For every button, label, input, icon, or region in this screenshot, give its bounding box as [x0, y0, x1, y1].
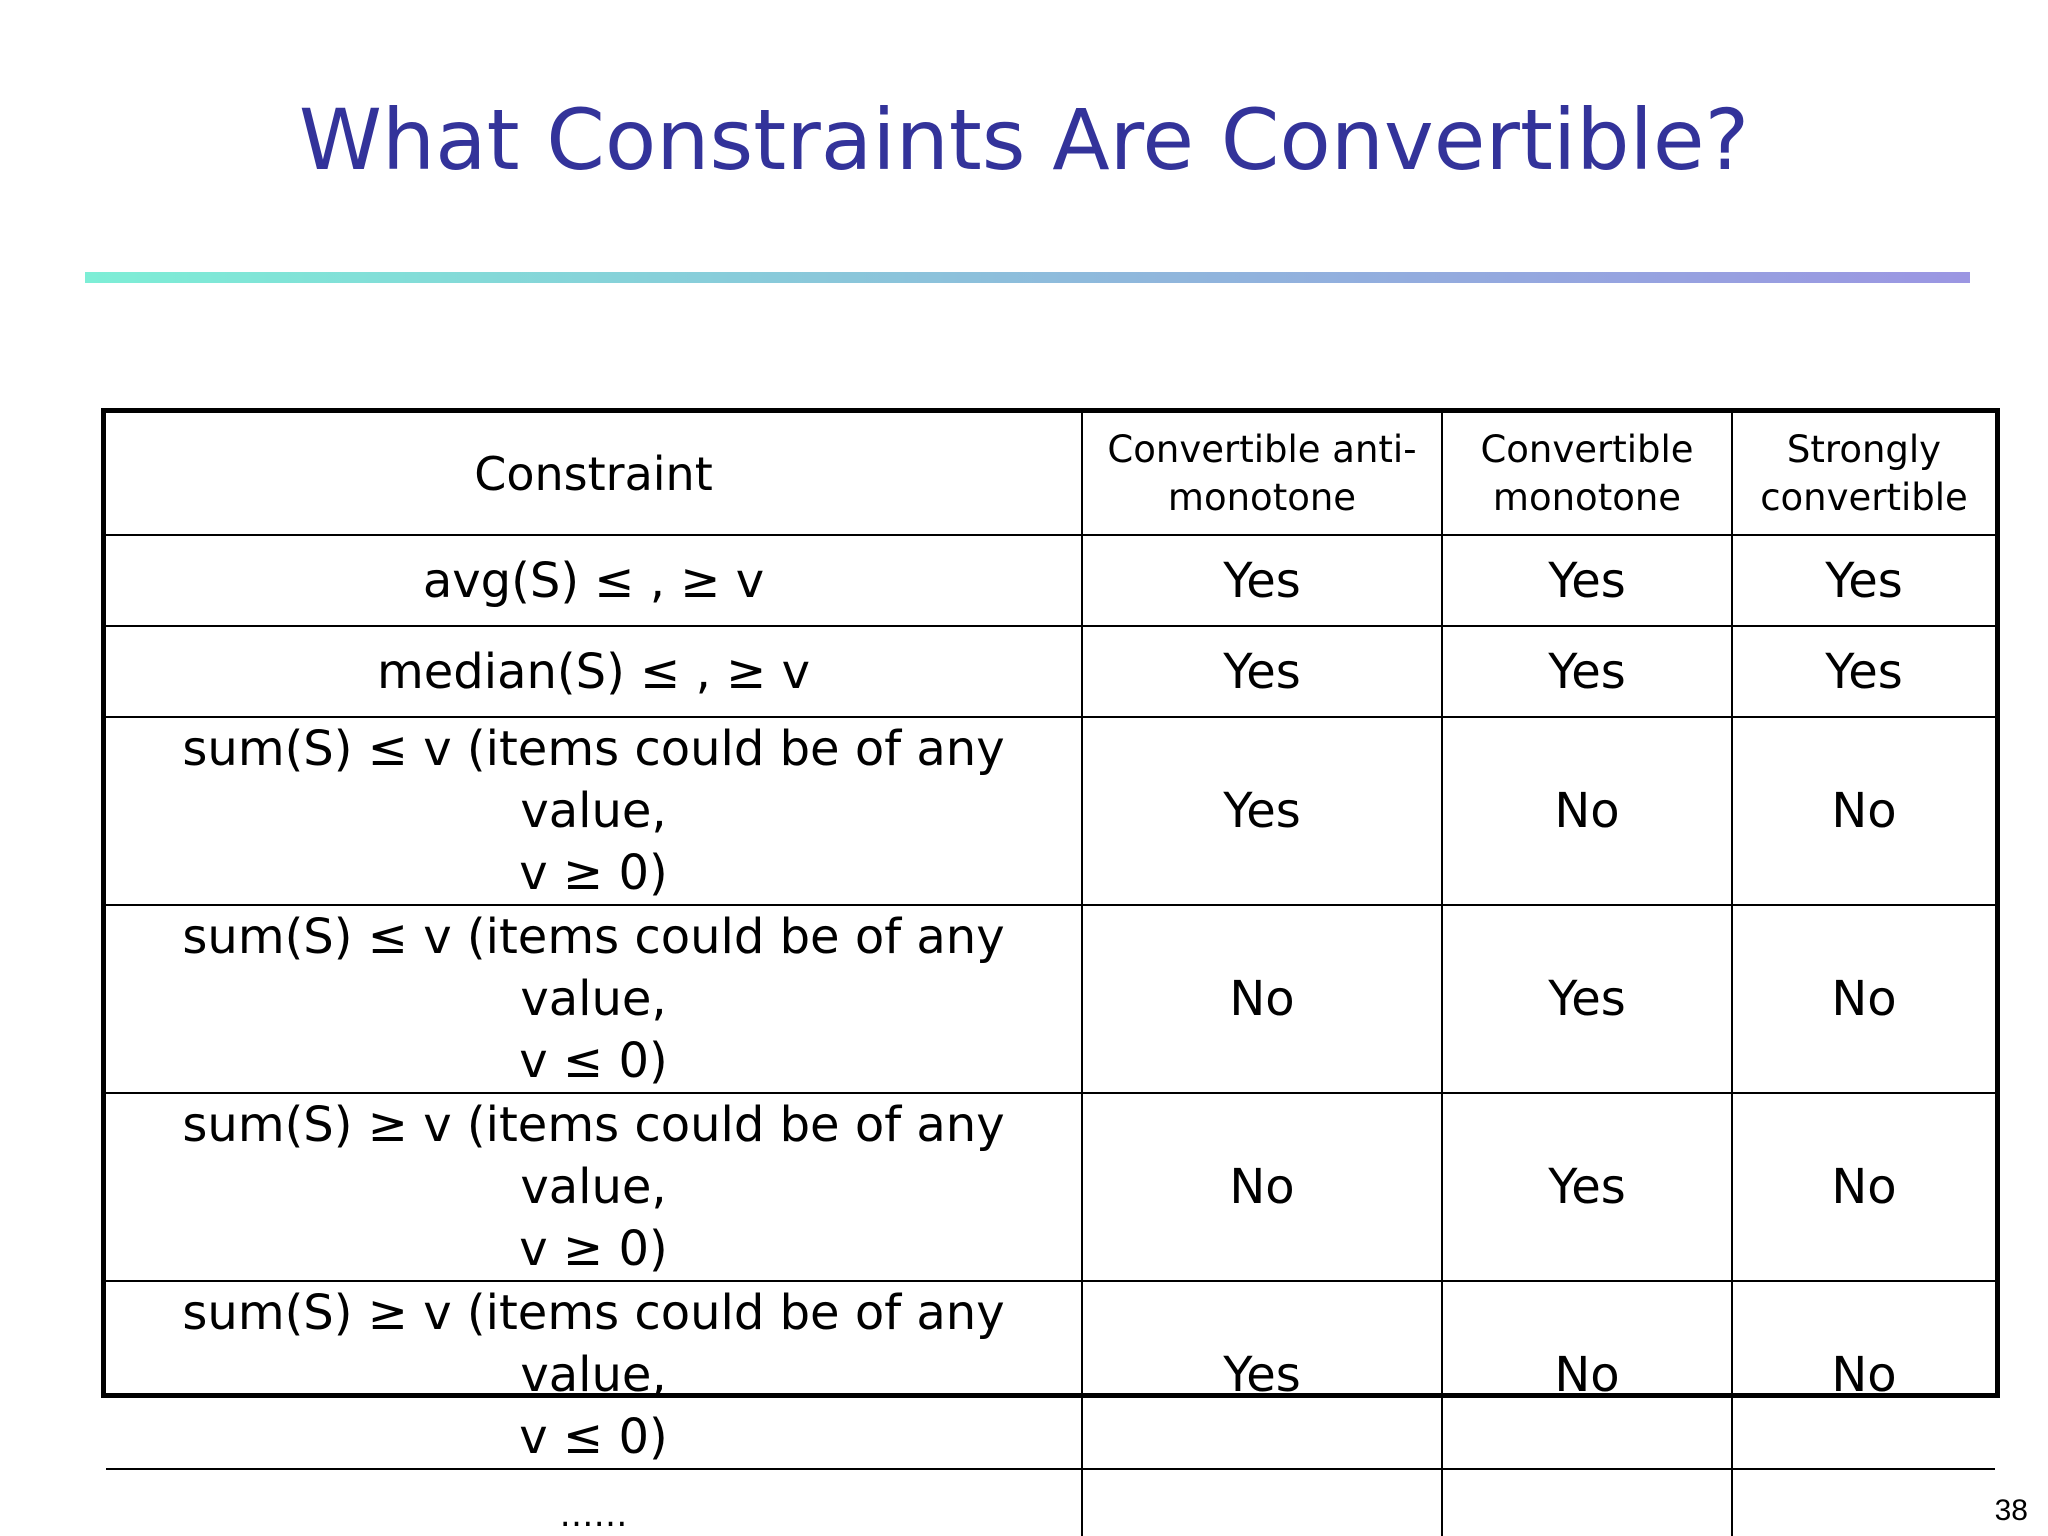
monotone-cell: Yes — [1442, 626, 1732, 717]
monotone-cell: Yes — [1442, 1093, 1732, 1281]
table-header-row — [106, 413, 1995, 535]
constraints-table — [101, 408, 2000, 1535]
monotone-cell: No — [1442, 1281, 1732, 1469]
table-row — [106, 717, 1995, 905]
constraint-cell: sum(S) ≤ v (items could be of any value, v ≥ 0) — [106, 717, 1082, 905]
anti-monotone-cell: Yes — [1082, 717, 1442, 905]
anti-monotone-cell — [1082, 1469, 1442, 1536]
constraint-cell: sum(S) ≤ v (items could be of any value, v ≤ 0) — [106, 905, 1082, 1093]
table-row — [106, 626, 1995, 717]
header-anti-monotone: Convertible anti- monotone — [1082, 413, 1442, 535]
header-strongly-convertible: Strongly convertible — [1732, 413, 1995, 535]
anti-monotone-cell: Yes — [1082, 1281, 1442, 1469]
constraint-cell: …… — [106, 1469, 1082, 1536]
strongly-convertible-cell: No — [1732, 717, 1995, 905]
table-row — [106, 1093, 1995, 1281]
constraint-cell: sum(S) ≥ v (items could be of any value, v ≥ 0) — [106, 1093, 1082, 1281]
slide-title: What Constraints Are Convertible? — [298, 91, 1750, 189]
constraint-cell: avg(S) ≤ , ≥ v — [106, 535, 1082, 626]
monotone-cell — [1442, 1469, 1732, 1536]
monotone-cell: No — [1442, 717, 1732, 905]
monotone-cell: Yes — [1442, 535, 1732, 626]
strongly-convertible-cell: No — [1732, 1281, 1995, 1469]
strongly-convertible-cell — [1732, 1469, 1995, 1536]
header-monotone: Convertible monotone — [1442, 413, 1732, 535]
strongly-convertible-cell: Yes — [1732, 535, 1995, 626]
header-constraint: Constraint — [106, 413, 1082, 535]
strongly-convertible-cell: No — [1732, 1093, 1995, 1281]
constraint-cell: sum(S) ≥ v (items could be of any value, v ≤ 0) — [106, 1281, 1082, 1469]
anti-monotone-cell: No — [1082, 905, 1442, 1093]
strongly-convertible-cell: Yes — [1732, 626, 1995, 717]
constraint-cell: median(S) ≤ , ≥ v — [106, 626, 1082, 717]
anti-monotone-cell: Yes — [1082, 535, 1442, 626]
anti-monotone-cell: Yes — [1082, 626, 1442, 717]
table-row — [106, 1281, 1995, 1469]
page-number: 38 — [1994, 1494, 2028, 1527]
table-row — [106, 535, 1995, 626]
anti-monotone-cell: No — [1082, 1093, 1442, 1281]
title-divider — [85, 272, 1970, 283]
strongly-convertible-cell: No — [1732, 905, 1995, 1093]
table-row — [106, 905, 1995, 1093]
monotone-cell: Yes — [1442, 905, 1732, 1093]
table-row-ellipsis — [106, 1469, 1995, 1536]
